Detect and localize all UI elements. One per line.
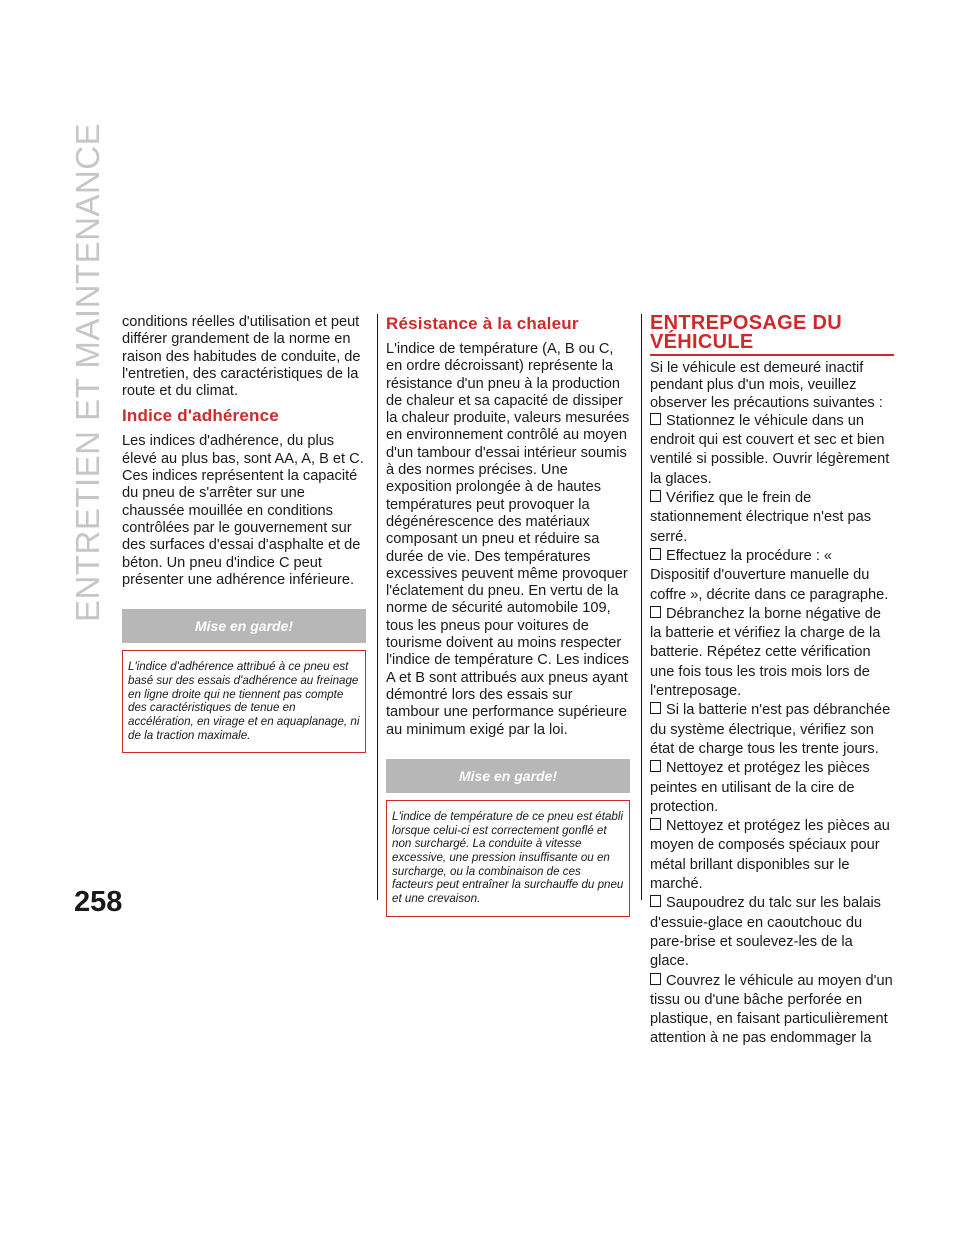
section-title-line: VÉHICULE xyxy=(650,331,754,353)
list-item xyxy=(650,817,894,894)
checkbox-icon xyxy=(650,548,661,560)
column-divider xyxy=(377,314,378,900)
section-title-line: ENTREPOSAGE DU xyxy=(650,312,843,334)
checkbox-icon xyxy=(650,413,661,425)
list-item-text: Stationnez le véhicule dans un endroit qui est couvert et sec et bien ventilé si possible. Ouvrir légèrement la glaces. xyxy=(650,412,890,487)
warning-text: L'indice de température de ce pneu est établi lorsque celui-ci est correctement gonflé et non surchargé. La conduite à vitesse excessive, une pression insuffisante ou en surcharge, ou la combinaison de ces facteurs peut entraîner la surchauffe du pneu et une crevaison. xyxy=(386,800,630,917)
checkbox-icon xyxy=(650,895,661,907)
list-item-text: Nettoyez et protégez les pièces peintes en utilisant de la cire de protection. xyxy=(650,760,870,815)
section-side-label: ENTRETIEN ET MAINTENANCE xyxy=(69,122,106,622)
column-divider xyxy=(641,314,642,900)
precaution-list xyxy=(650,412,894,1049)
paragraph: Les indices d'adhérence, du plus élevé au plus bas, sont AA, A, B et C. Ces indices représentent la capacité du pneu de s'arrêter sur une chaussée mouillée en conditions contrôlées par le gouvernement sur des surfaces d'essai d'asphalte et de béton. Un pneu d'indice C peut présenter une adhérence inférieure. xyxy=(122,433,364,588)
heading-indice-adherence: Indice d'adhérence xyxy=(122,406,279,426)
checkbox-icon xyxy=(650,702,661,714)
checkbox-icon xyxy=(650,606,661,618)
warning-text: L'indice d'adhérence attribué à ce pneu est basé sur des essais d'adhérence au freinage en ligne droite qui ne tiennent pas compte des caractéristiques de tenue en accélération, en virage et en aquaplanage, ni de la traction maximale. xyxy=(122,650,366,753)
paragraph: Si le véhicule est demeuré inactif pendant plus d'un mois, veuillez observer les précautions suivantes : xyxy=(650,360,883,411)
list-item-text: Couvrez le véhicule au moyen d'un tissu ou d'une bâche perforée en plastique, en faisant particulièrement attention à ne pas endommager la xyxy=(650,972,893,1047)
list-item xyxy=(650,489,894,547)
checkbox-icon xyxy=(650,818,661,830)
checkbox-icon xyxy=(650,973,661,985)
list-item-text: Débranchez la borne négative de la batterie et vérifiez la charge de la batterie. Répétez cette vérification une fois tous les trois mois lors de l'entreposage. xyxy=(650,605,882,700)
list-item xyxy=(650,759,894,817)
list-item-text: Si la batterie n'est pas débranchée du système électrique, vérifiez son état de charge tous les trente jours. xyxy=(650,702,891,757)
column-1 xyxy=(122,314,366,753)
checkbox-icon xyxy=(650,760,661,772)
warning-box xyxy=(386,759,630,917)
warning-title: Mise en garde! xyxy=(386,759,630,793)
title-underline xyxy=(650,354,894,356)
checkbox-icon xyxy=(650,490,661,502)
list-item xyxy=(650,547,894,605)
paragraph: L'indice de température (A, B ou C, en ordre décroissant) représente la résistance d'un pneu à la production de chaleur et sa capacité de dissiper la chaleur produite, valeurs mesurées en environnement contrôlé au moyen d'un tambour d'essai intérieur soumis à des normes précises. Une exposition prolongée à de hautes températures peut provoquer la dégénérescence des matériaux composant un pneu et réduire sa durée de vie. Des températures excessives peuvent même provoquer l'éclatement du pneu. En vertu de la norme de sécurité automobile 109, tous les pneus pour voitures de tourisme doivent au moins respecter l'indice de température C. Les indices A et B sont attribués aux pneus ayant démontré lors des essais sur tambour une performance supérieure au minimum exigé par la loi. xyxy=(386,341,630,738)
warning-box xyxy=(122,609,366,753)
page-number: 258 xyxy=(74,886,123,918)
paragraph: conditions réelles d'utilisation et peut différer grandement de la norme en raison des habitudes de conduite, de l'entretien, des caractéristiques de la route et du climat. xyxy=(122,314,361,400)
section-title xyxy=(650,314,894,352)
list-item xyxy=(650,894,894,971)
list-item xyxy=(650,412,894,489)
column-3 xyxy=(650,314,894,1049)
list-item xyxy=(650,972,894,1049)
list-item-text: Nettoyez et protégez les pièces au moyen de composés spéciaux pour métal brillant disponibles sur le marché. xyxy=(650,818,890,893)
warning-title: Mise en garde! xyxy=(122,609,366,643)
list-item-text: Saupoudrez du talc sur les balais d'essuie-glace en caoutchouc du pare-brise et soulevez-les de la glace. xyxy=(650,895,881,970)
list-item-text: Vérifiez que le frein de stationnement électrique n'est pas serré. xyxy=(650,490,872,545)
heading-resistance-chaleur: Résistance à la chaleur xyxy=(386,314,579,333)
column-2 xyxy=(386,314,630,917)
list-item xyxy=(650,701,894,759)
list-item xyxy=(650,605,894,701)
list-item-text: Effectuez la procédure : « Dispositif d'ouverture manuelle du coffre », décrite dans ce paragraphe. xyxy=(650,547,889,603)
